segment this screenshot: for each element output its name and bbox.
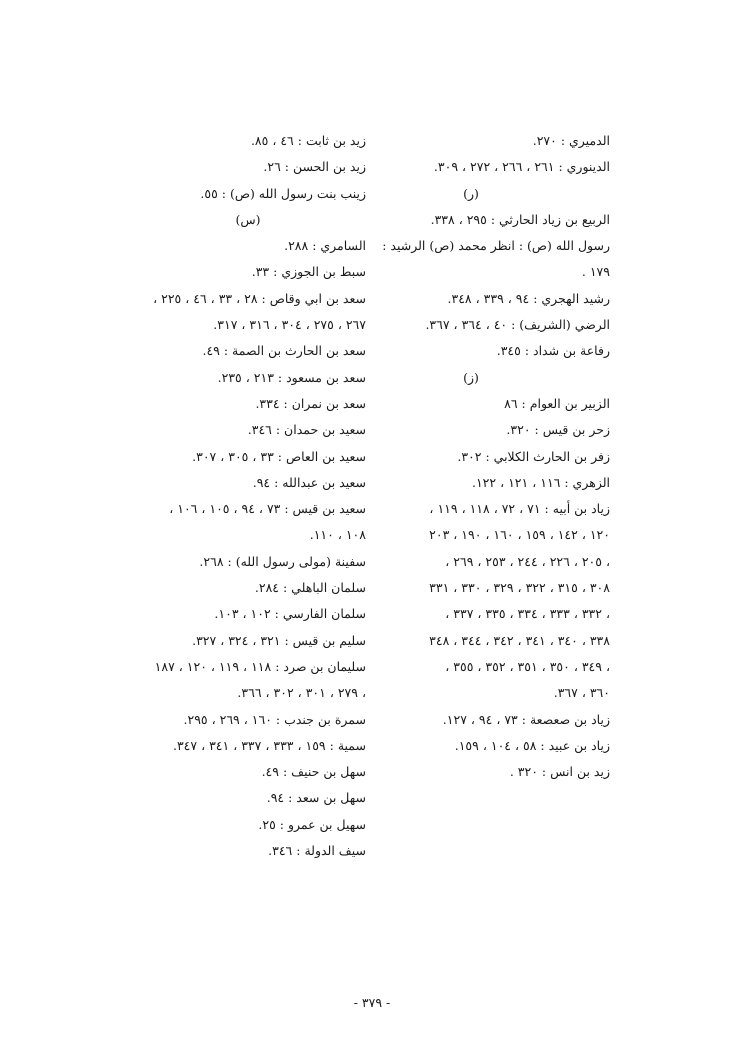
index-entry: ، ٣٣٢ ، ٣٣٣ ، ٣٣٤ ، ٣٣٥ ، ٣٣٧ ،	[445, 606, 610, 622]
index-entry: ، ٣٤٩ ، ٣٥٠ ، ٣٥١ ، ٣٥٢ ، ٣٥٥ ،	[445, 658, 610, 674]
index-entry: سمية : ١٥٩ ، ٣٣٣ ، ٣٣٧ ، ٣٤١ ، ٣٤٧.	[172, 737, 366, 753]
index-entry: سعيد بن العاص : ٣٣ ، ٣٠٥ ، ٣٠٧.	[192, 448, 366, 464]
index-entry: سيف الدولة : ٣٤٦.	[268, 843, 366, 859]
index-entry: سعد بن الحارث بن الصمة : ٤٩.	[202, 343, 366, 359]
index-entry: سهل بن حنيف : ٤٩.	[261, 764, 366, 780]
index-entry: ١٢٠ ، ١٤٢ ، ١٥٩ ، ١٦٠ ، ١٩٠ ، ٢٠٣	[429, 527, 610, 543]
index-entry: سعيد بن حمدان : ٣٤٦.	[247, 422, 366, 438]
letter-heading: (س)	[235, 211, 261, 227]
index-entry: سعد بن نمران : ٣٣٤.	[255, 395, 366, 411]
index-entry: زيد بن ثابت : ٤٦ ، ٨٥.	[250, 133, 366, 148]
index-entry: سمرة بن جندب : ١٦٠ ، ٢٦٩ ، ٢٩٥.	[183, 711, 366, 727]
index-entry: سعد بن مسعود : ٢١٣ ، ٢٣٥.	[217, 369, 366, 385]
index-entry: الدميري : ٢٧٠.	[532, 133, 610, 148]
index-entry: ، ٢٧٩ ، ٣٠١ ، ٣٠٢ ، ٣٦٦.	[237, 685, 366, 701]
index-entry: زيد بن انس : ٣٢٠ .	[509, 764, 610, 780]
index-entry: سليم بن قيس : ٣٢١ ، ٣٢٤ ، ٣٢٧.	[192, 632, 366, 648]
index-entry: الزبير بن العوام : ٨٦	[504, 395, 610, 411]
index-entry: السامري : ٢٨٨.	[284, 238, 366, 254]
index-entry: رسول الله (ص) : انظر محمد (ص) الرشيد :	[382, 238, 610, 254]
index-column-right	[332, 128, 610, 785]
index-entry: ١٠٨ ، ١١٠.	[309, 527, 366, 543]
index-entry: سعيد بن قيس : ٧٣ ، ٩٤ ، ١٠٥ ، ١٠٦ ،	[169, 501, 366, 517]
index-entry: الزهري : ١١٦ ، ١٢١ ، ١٢٢.	[471, 474, 610, 490]
index-entry: زياد بن أبيه : ٧١ ، ٧٢ ، ١١٨ ، ١١٩ ،	[429, 501, 610, 517]
index-entry: زياد بن عبيد : ٥٨ ، ١٠٤ ، ١٥٩.	[454, 737, 610, 753]
index-column-left	[130, 128, 366, 864]
index-entry: ، ٢٠٥ ، ٢٢٦ ، ٢٤٤ ، ٢٥٣ ، ٢٦٩ ،	[445, 553, 610, 569]
index-entry: زيد بن الحسن : ٢٦.	[263, 159, 366, 175]
index-entry: سليمان بن صرد : ١١٨ ، ١١٩ ، ١٢٠ ، ١٨٧	[154, 658, 366, 674]
index-entry: ٢٦٧ ، ٢٧٥ ، ٣٠٤ ، ٣١٦ ، ٣١٧.	[213, 317, 366, 333]
index-entry: سهيل بن عمرو : ٢٥.	[258, 816, 366, 832]
index-entry: ٣٠٨ ، ٣١٥ ، ٣٢٢ ، ٣٢٩ ، ٣٣٠ ، ٣٣١	[429, 580, 610, 596]
index-entry: ١٧٩ .	[581, 264, 610, 280]
index-entry: ٣٦٠ ، ٣٦٧.	[553, 685, 610, 701]
index-entry: زينب بنت رسول الله (ص) : ٥٥.	[200, 185, 366, 201]
index-entry: سلمان الباهلي : ٢٨٤.	[254, 580, 366, 596]
index-entry: رفاعة بن شداد : ٣٤٥.	[496, 343, 610, 359]
index-entry: سفينة (مولى رسول الله) : ٢٦٨.	[199, 553, 366, 569]
index-entry: ٣٣٨ ، ٣٤٠ ، ٣٤١ ، ٣٤٢ ، ٣٤٤ ، ٣٤٨	[429, 632, 610, 648]
index-entry: زياد بن صعصعة : ٧٣ ، ٩٤ ، ١٢٧.	[442, 711, 610, 727]
index-entry: سهل بن سعد : ٩٤.	[266, 790, 366, 806]
index-entry: رشيد الهجري : ٩٤ ، ٣٣٩ ، ٣٤٨.	[447, 290, 610, 306]
index-entry: زحر بن قيس : ٣٢٠.	[506, 422, 610, 438]
index-entry: الدينوري : ٢٦١ ، ٢٦٦ ، ٢٧٢ ، ٣٠٩.	[433, 159, 610, 175]
index-entry: سلمان الفارسي : ١٠٢ ، ١٠٣.	[214, 606, 366, 622]
letter-heading: (ز)	[463, 369, 479, 385]
index-entry: سعد بن ابي وقاص : ٢٨ ، ٣٣ ، ٤٦ ، ٢٢٥ ،	[153, 290, 366, 306]
index-entry: زفر بن الحارث الكلابي : ٣٠٢.	[457, 448, 610, 464]
index-entry: سعيد بن عبدالله : ٩٤.	[252, 474, 366, 490]
index-entry: الرضي (الشريف) : ٤٠ ، ٣٦٤ ، ٣٦٧.	[425, 317, 610, 333]
index-entry: سبط بن الجوزي : ٣٣.	[251, 264, 366, 280]
page-number: - ٣٧٩ -	[353, 995, 391, 1010]
index-entry: الربيع بن زياد الحارثي : ٢٩٥ ، ٣٣٨.	[430, 211, 610, 227]
letter-heading: (ر)	[463, 185, 479, 201]
